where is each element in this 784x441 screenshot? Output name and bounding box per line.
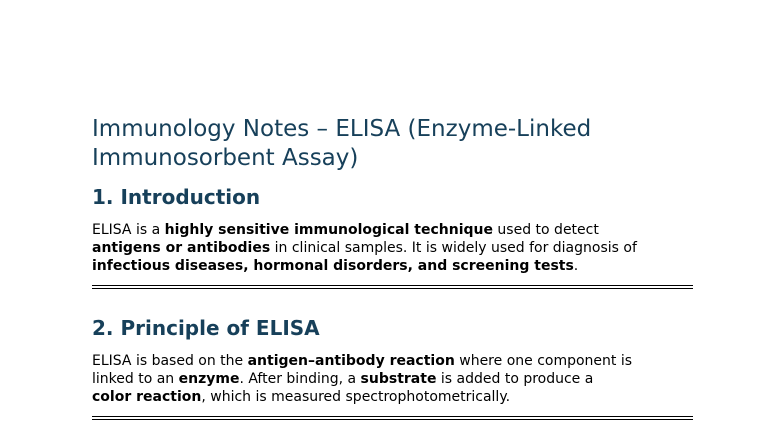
- section-divider: [92, 285, 693, 289]
- text-run: used to detect: [492, 222, 599, 238]
- paragraph-line: [92, 221, 694, 239]
- paragraph-line: [92, 257, 694, 275]
- paragraph-line: [92, 352, 694, 370]
- section-heading-introduction: 1. Introduction: [92, 185, 261, 209]
- text-run: where one component is: [454, 353, 633, 369]
- section-divider: [92, 416, 693, 420]
- text-run: linked to an: [92, 371, 179, 387]
- text-run: .: [573, 258, 579, 274]
- bold-text: substrate: [360, 371, 437, 387]
- document-title-line-2: Immunosorbent Assay): [92, 145, 359, 171]
- bold-text: antigens or antibodies: [92, 240, 271, 256]
- bold-text: color reaction: [92, 389, 202, 405]
- paragraph-line: [92, 239, 694, 257]
- document-title: [92, 115, 694, 173]
- bold-text: enzyme: [178, 371, 240, 387]
- bold-text: infectious diseases, hormonal disorders, and screening tests: [92, 258, 574, 274]
- text-run: ELISA is a: [92, 222, 165, 238]
- document-title-line-1: Immunology Notes – ELISA (Enzyme-Linked: [92, 116, 592, 142]
- paragraph-line: [92, 370, 694, 388]
- text-run: ELISA is based on the: [92, 353, 248, 369]
- text-run: , which is measured spectrophotometrically.: [201, 389, 511, 405]
- text-run: is added to produce a: [436, 371, 594, 387]
- bold-text: antigen–antibody reaction: [247, 353, 455, 369]
- section-paragraph-introduction: [92, 221, 694, 275]
- text-run: in clinical samples. It is widely used for diagnosis of: [270, 240, 637, 256]
- section-heading-principle: 2. Principle of ELISA: [92, 316, 320, 340]
- text-run: . After binding, a: [239, 371, 361, 387]
- bold-text: highly sensitive immunological technique: [164, 222, 493, 238]
- section-paragraph-principle: [92, 352, 694, 406]
- paragraph-line: [92, 388, 694, 406]
